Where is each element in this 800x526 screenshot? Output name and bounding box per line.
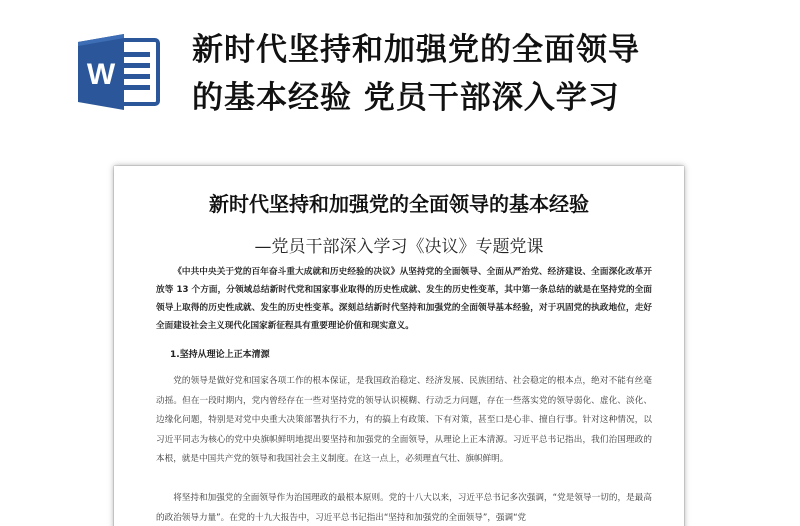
document-title: 新时代坚持和加强党的全面领导的基本经验: [209, 192, 589, 216]
section-heading: 1.坚持从理论上正本清源: [170, 350, 270, 360]
word-logo-letter: W: [86, 58, 116, 91]
document-subtitle: —党员干部深入学习《决议》专题党课: [254, 237, 544, 257]
page-title: [192, 26, 772, 122]
page-title-line-2: 的基本经验 党员干部深入学习: [192, 80, 620, 116]
word-icon: [76, 32, 164, 112]
body-paragraph-1: 党的领导是做好党和国家各项工作的根本保证，是我国政治稳定、经济发展、民族团结、社会稳定的根本点，绝对不能有丝毫动摇。但在一段时期内，党内曾经存在一些对坚持党的领导认识模糊、行动乏力问题，存在一些落实党的领导弱化、虚化、淡化、边缘化问题，特别是对党中央重大决策部署执行不力，有的搞上有政策、下有对策，甚至口是心非、擅自行事。针对这种情况，以习近平同志为核心的党中央旗帜鲜明地提出要坚持和加强党的全面领导，从理论上正本清源。习近平总书记指出，我们治国理政的本根，就是中国共产党的领导和我国社会主义制度。在这一点上，必须理直气壮、旗帜鲜明。: [156, 376, 652, 465]
body-paragraph-2: 将坚持和加强党的全面领导作为治国理政的最根本原则。党的十八大以来，习近平总书记多次强调，“党是领导一切的，是最高的政治领导力量”。在党的十九大报告中，习近平总书记指出“坚持和加强党的全面领导”，强调“党: [156, 493, 652, 523]
document-intro-paragraph: 《中共中央关于党的百年奋斗重大成就和历史经验的决议》从坚持党的全面领导、全面从严治党、经济建设、全面深化改革开放等 13 个方面，分领域总结新时代党和国家事业取得的历史性成就、发生的历史性变革，其中第一条总结的就是在坚持党的全面领导上取得的历史性成就、发生的历史性变革。深刻总结新时代坚持和加强党的全面领导基本经验，对于巩固党的执政地位，走好全面建设社会主义现代化国家新征程具有重要理论价值和现实意义。: [156, 267, 652, 331]
page-title-line-1: 新时代坚持和加强党的全面领导: [192, 32, 640, 68]
document-page-preview: [114, 166, 684, 526]
header: [0, 0, 800, 150]
